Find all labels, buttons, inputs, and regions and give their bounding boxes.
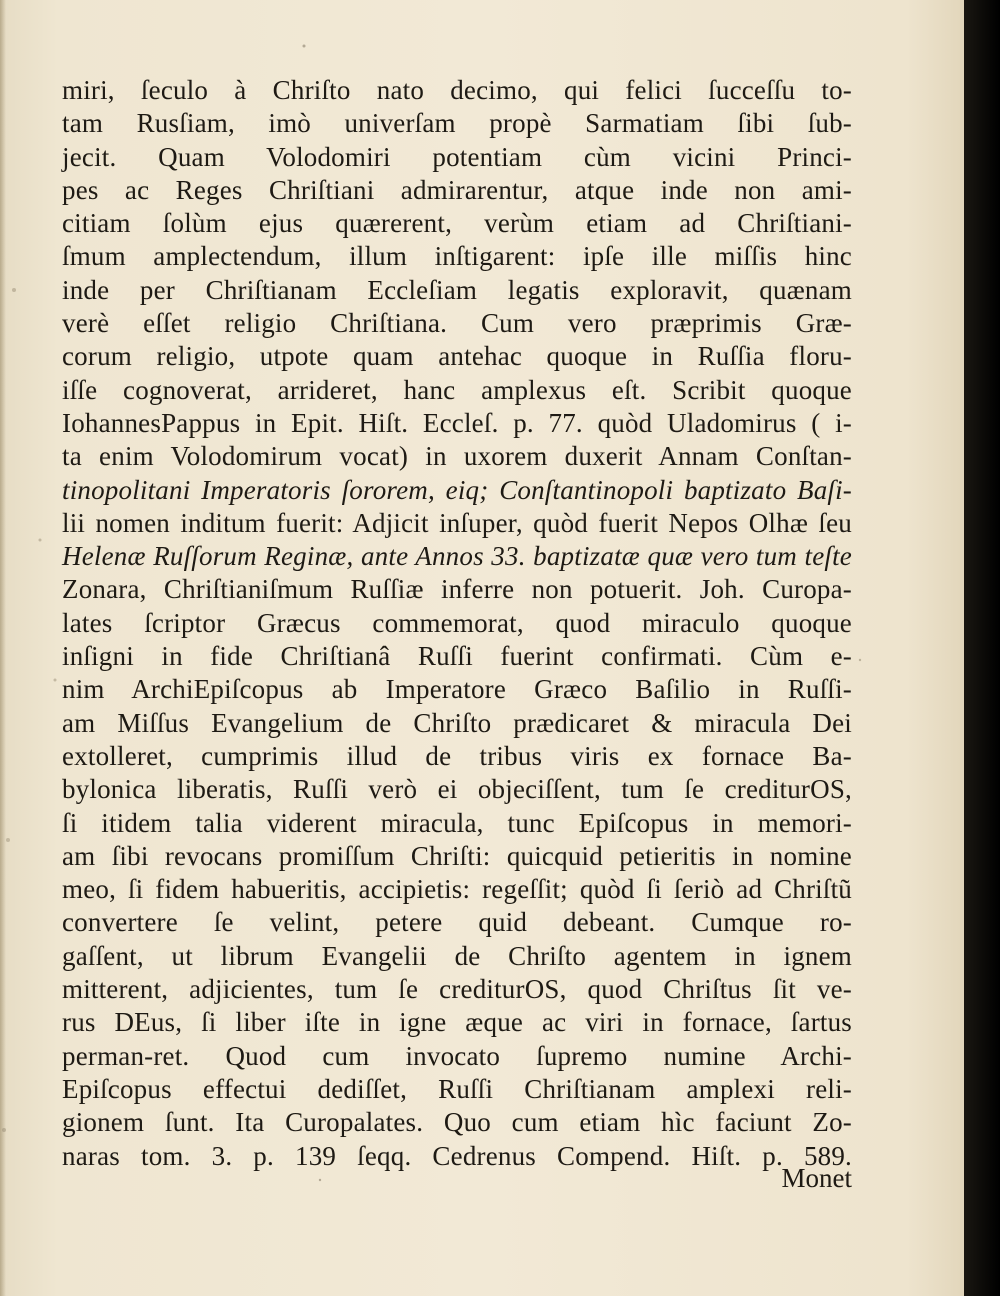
text-line-25: meo, ſi fidem habueritis, accipietis: regeſſit; quòd ſi ſeriò ad Chriſtũ (62, 874, 852, 905)
text-line-13: tinopolitani Imperatoris ſororem, eiq; Conſtantinopoli baptizato Baſi- (62, 474, 852, 505)
text-line-27: gaſſent, ut librum Evangelii de Chriſto agentem in ignem (62, 940, 852, 971)
text-line-8: verè eſſet religio Chriſtiana. Cum vero præprimis Græ- (62, 308, 852, 339)
text-line-9: corum religio, utpote quam antehac quoque in Ruſſia floru- (62, 341, 852, 372)
text-line-21: extolleret, cumprimis illud de tribus viris ex fornace Ba- (62, 740, 852, 771)
text-line-31: Epiſcopus effectui dediſſet, Ruſſi Chriſtianam amplexi reli- (62, 1073, 852, 1104)
text-line-7: inde per Chriſtianam Eccleſiam legatis exploravit, quænam (62, 274, 852, 305)
text-line-5: citiam ſolùm ejus quærerent, verùm etiam ad Chriſtiani- (62, 208, 852, 239)
page-text-block (62, 74, 852, 1173)
text-line-22: bylonica liberatis, Ruſſi verò ei objeciſſent, tum ſe crediturOS, (62, 774, 852, 805)
text-line-11: IohannesPappus in Epit. Hiſt. Eccleſ. p. 77. quòd Uladomirus ( i- (62, 407, 852, 438)
text-line-23: ſi itidem talia viderent miracula, tunc Epiſcopus in memori- (62, 807, 852, 838)
text-line-10: iſſe cognoverat, arrideret, hanc amplexus eſt. Scribit quoque (62, 374, 852, 405)
text-line-6: ſmum amplectendum, illum inſtigarent: ipſe ille miſſis hinc (62, 241, 852, 272)
text-line-3: jecit. Quam Volodomiri potentiam cùm vicini Princi- (62, 141, 852, 172)
text-line-30: perman-ret. Quod cum invocato ſupremo numine Archi- (62, 1040, 852, 1071)
text-line-28: mitterent, adjicientes, tum ſe crediturOS, quod Chriſtus ſit ve- (62, 974, 852, 1005)
page-left-edge (0, 0, 6, 1296)
text-line-17: lates ſcriptor Græcus commemorat, quod miraculo quoque (62, 607, 852, 638)
page-right-shadow (964, 0, 1000, 1296)
text-line-18: inſigni in fide Chriſtianâ Ruſſi fuerint confirmati. Cùm e- (62, 641, 852, 672)
text-line-20: am Miſſus Evangelium de Chriſto prædicaret & miracula Dei (62, 707, 852, 738)
text-line-12: ta enim Volodomirum vocat) in uxorem duxerit Annam Conſtan- (62, 441, 852, 472)
text-line-2: tam Rusſiam, imò univerſam propè Sarmatiam ſibi ſub- (62, 108, 852, 139)
text-line-15: Helenæ Ruſſorum Reginæ, ante Annos 33. baptizatæ quæ vero tum teſte (62, 541, 852, 572)
text-line-16: Zonara, Chriſtianiſmum Ruſſiæ inferre non potuerit. Joh. Curopa- (62, 574, 852, 605)
text-line-4: pes ac Reges Chriſtiani admirarentur, atque inde non ami- (62, 174, 852, 205)
text-line-29: rus DEus, ſi liber iſte in igne æque ac viri in fornace, ſartus (62, 1007, 852, 1038)
text-line-32: gionem ſunt. Ita Curopalates. Quo cum etiam hìc faciunt Zo- (62, 1107, 852, 1138)
text-line-19: nim ArchiEpiſcopus ab Imperatore Græco Baſilio in Ruſſi- (62, 674, 852, 705)
text-line-26: convertere ſe velint, petere quid debeant. Cumque ro- (62, 907, 852, 938)
text-line-33: naras tom. 3. p. 139 ſeqq. Cedrenus Compend. Hiſt. p. 589. (62, 1140, 852, 1171)
catchword: Monet (781, 1163, 852, 1193)
text-line-24: am ſibi revocans promiſſum Chriſti: quicquid petieritis in nomine (62, 840, 852, 871)
text-line-14: lii nomen inditum fuerit: Adjicit inſuper, quòd fuerit Nepos Olhæ ſeu (62, 507, 852, 538)
text-line-1: miri, ſeculo à Chriſto nato decimo, qui felici ſucceſſu to- (62, 75, 852, 105)
